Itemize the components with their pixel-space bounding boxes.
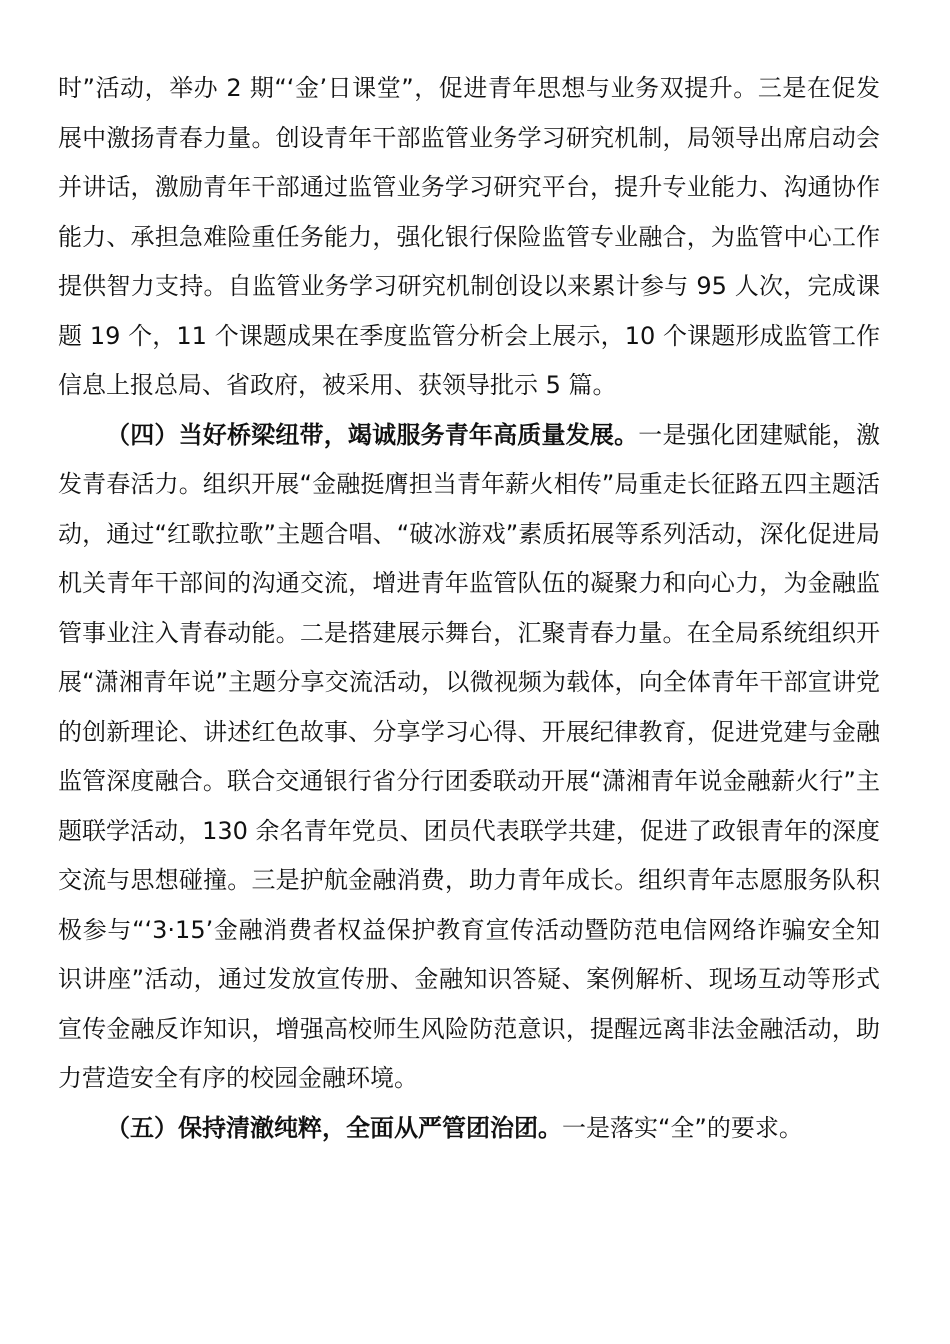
paragraph-continuation bbox=[58, 64, 880, 411]
document-page bbox=[58, 64, 880, 1153]
paragraph-body: 时”活动，举办 2 期“‘金’日课堂”，促进青年思想与业务双提升。三是在促发展中激扬青春力量。创设青年干部监管业务学习研究机制，局领导出席启动会并讲话，激励青年干部通过监管业务学习研究平台，提升专业能力、沟通协作能力、承担急难险重任务能力，强化银行保险监管专业融合，为监管中心工作提供智力支持。自监管业务学习研究机制创设以来累计参与 95 人次，完成课题 19 个，11 个课题成果在季度监管分析会上展示，10 个课题形成监管工作信息上报总局、省政府，被采用、获领导批示 5 篇。 bbox=[58, 74, 880, 399]
paragraph-section-four bbox=[58, 411, 880, 1104]
section-four-heading: （四）当好桥梁纽带，竭诚服务青年高质量发展。 bbox=[106, 420, 639, 449]
section-five-heading: （五）保持清澈纯粹，全面从严管团治团。 bbox=[106, 1113, 562, 1142]
paragraph-body: 一是强化团建赋能，激发青春活力。组织开展“金融挺膺担当青年薪火相传”局重走长征路五四主题活动，通过“红歌拉歌”主题合唱、“破冰游戏”素质拓展等系列活动，深化促进局机关青年干部间的沟通交流，增进青年监管队伍的凝聚力和向心力，为金融监管事业注入青春动能。二是搭建展示舞台，汇聚青春力量。在全局系统组织开展“潇湘青年说”主题分享交流活动，以微视频为载体，向全体青年干部宣讲党的创新理论、讲述红色故事、分享学习心得、开展纪律教育，促进党建与金融监管深度融合。联合交通银行省分行团委联动开展“潇湘青年说金融薪火行”主题联学活动，130 余名青年党员、团员代表联学共建，促进了政银青年的深度交流与思想碰撞。三是护航金融消费，助力青年成长。组织青年志愿服务队积极参与“‘3·15’金融消费者权益保护教育宣传活动暨防范电信网络诈骗安全知识讲座”活动，通过发放宣传册、金融知识答疑、案例解析、现场互动等形式宣传金融反诈知识，增强高校师生风险防范意识，提醒远离非法金融活动，助力营造安全有序的校园金融环境。 bbox=[58, 420, 881, 1092]
paragraph-body: 一是落实“全”的要求。 bbox=[562, 1113, 803, 1142]
paragraph-section-five bbox=[58, 1104, 880, 1154]
